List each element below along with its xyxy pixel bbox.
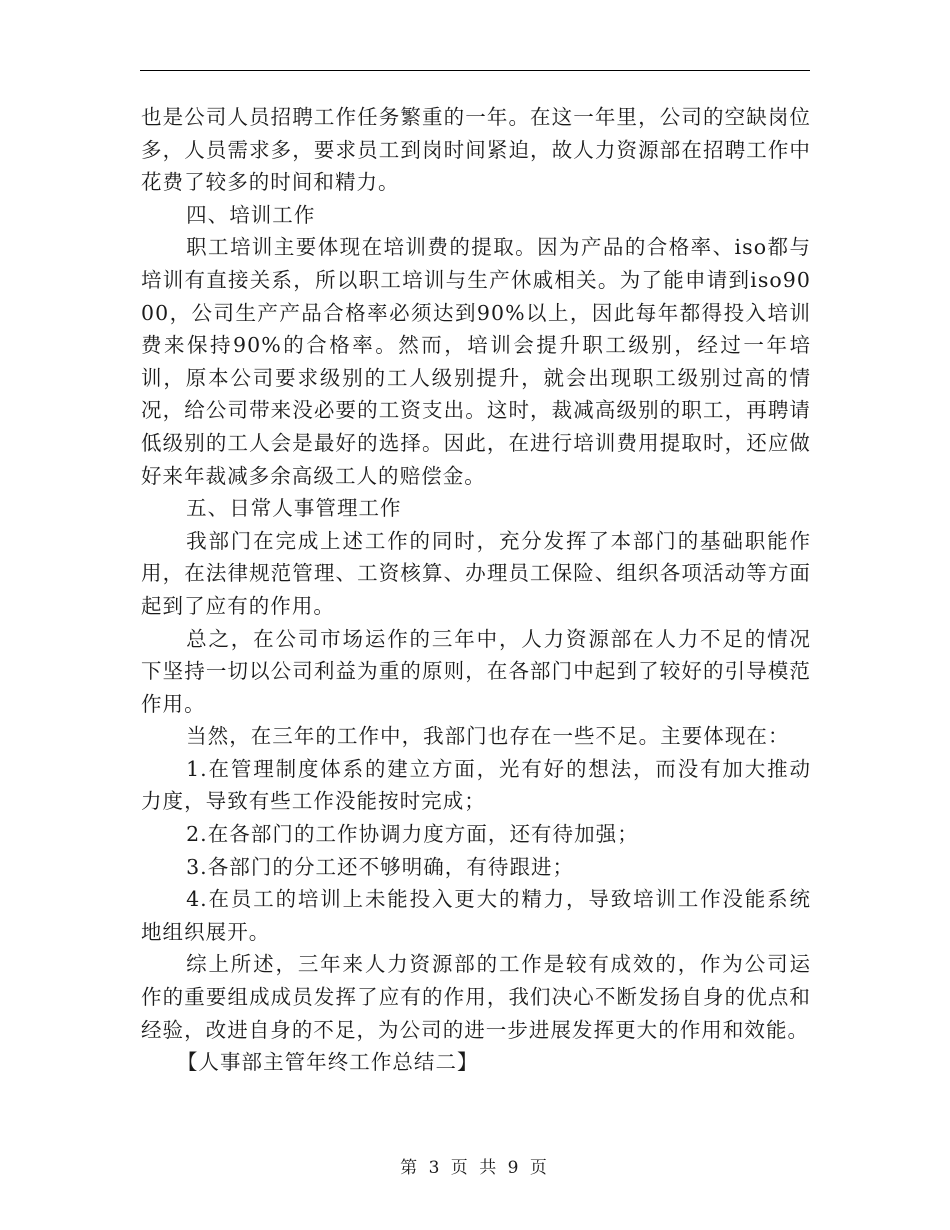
paragraph-summary: 总之，在公司市场运作的三年中，人力资源部在人力不足的情况下坚持一切以公司利益为重的原则，在各部门中起到了较好的引导模范作用。 bbox=[141, 626, 811, 716]
list-item-shortcoming-2: 2.在各部门的工作协调力度方面，还有待加强； bbox=[186, 822, 639, 847]
paragraph-conclusion: 综上所述，三年来人力资源部的工作是较有成效的，作为公司运作的重要组成成员发挥了应有的作用，我们决心不断发扬自身的优点和经验，改进自身的不足，为公司的进一步进展发挥更大的作用和效能。 bbox=[141, 952, 811, 1042]
list-item-shortcoming-1: 1.在管理制度体系的建立方面，光有好的想法，而没有加大推动力度，导致有些工作没能按时完成； bbox=[141, 756, 811, 814]
section-heading-training: 四、培训工作 bbox=[186, 202, 316, 227]
document-body bbox=[141, 101, 811, 1079]
list-item-shortcoming-4: 4.在员工的培训上未能投入更大的精力，导致培训工作没能系统地组织展开。 bbox=[141, 887, 811, 944]
paragraph-shortcomings-intro: 当然，在三年的工作中，我部门也存在一些不足。主要体现在： bbox=[186, 724, 790, 749]
list-item-shortcoming-3: 3.各部门的分工还不够明确，有待跟进； bbox=[186, 854, 575, 879]
section-heading-summary-two: 【人事部主管年终工作总结二】 bbox=[176, 1050, 479, 1075]
page-number-footer: 第 3 页 共 9 页 bbox=[400, 1158, 550, 1178]
paragraph-recruitment-continued: 也是公司人员招聘工作任务繁重的一年。在这一年里，公司的空缺岗位多，人员需求多，要求员工到岗时间紧迫，故人力资源部在招聘工作中花费了较多的时间和精力。 bbox=[141, 105, 811, 195]
paragraph-training-fee: 职工培训主要体现在培训费的提取。因为产品的合格率、iso都与培训有直接关系，所以职工培训与生产休戚相关。为了能申请到iso9000，公司生产产品合格率必须达到90%以上，因此每年都得投入培训费来保持90%的合格率。然而，培训会提升职工级别，经过一年培训，原本公司要求级别的工人级别提升，就会出现职工级别过高的情况，给公司带来没必要的工资支出。这时，裁减高级别的职工，再聘请低级别的工人会是最好的选择。因此，在进行培训费用提取时，还应做好来年裁减多余高级工人的赔偿金。 bbox=[141, 235, 811, 488]
paragraph-daily-hr: 我部门在完成上述工作的同时，充分发挥了本部门的基础职能作用，在法律规范管理、工资核算、办理员工保险、组织各项活动等方面起到了应有的作用。 bbox=[141, 528, 811, 618]
section-heading-daily-hr: 五、日常人事管理工作 bbox=[186, 496, 402, 521]
header-rule bbox=[140, 70, 810, 71]
